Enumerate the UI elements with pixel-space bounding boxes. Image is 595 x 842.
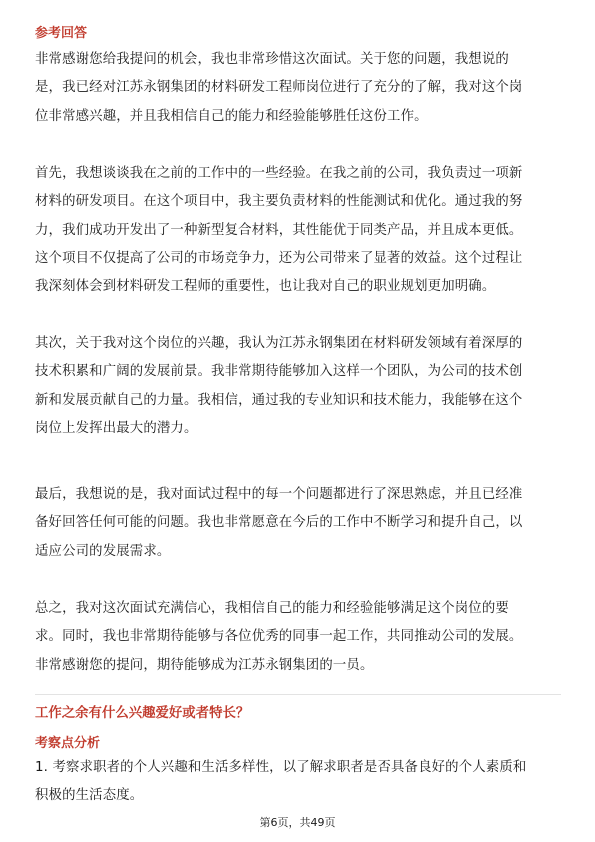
- paragraph-line: 非常感谢您给我提问的机会，我也非常珍惜这次面试。关于您的问题，我想说的: [35, 52, 509, 67]
- paragraph-line: 求。同时，我也非常期待能够与各位优秀的同事一起工作，共同推动公司的发展。: [35, 629, 523, 645]
- paragraph-line: 岗位上发挥出最大的潜力。: [35, 420, 198, 436]
- paragraph-line: 非常感谢您的提问，期待能够成为江苏永钢集团的一员。: [35, 657, 374, 673]
- paragraph-line: 是，我已经对江苏永钢集团的材料研发工程师岗位进行了充分的了解，我对这个岗: [35, 80, 523, 96]
- divider: [35, 694, 561, 695]
- paragraph-line: 积极的生活态度。: [35, 788, 144, 804]
- paragraph-line: 这个项目不仅提高了公司的市场竞争力，还为公司带来了显著的效益。这个过程让: [35, 250, 523, 266]
- paragraph-line: 我深刻体会到材料研发工程师的重要性，也让我对自己的职业规划更加明确。: [35, 279, 496, 295]
- paragraph-line: 技术积累和广阔的发展前景。我非常期待能够加入这样一个团队，为公司的技术创: [35, 364, 523, 380]
- paragraph-5: [35, 595, 563, 680]
- paragraph-line: 新和发展贡献自己的力量。我相信，通过我的专业知识和技术能力，我能够在这个: [35, 392, 523, 408]
- analysis-paragraph: [35, 754, 563, 811]
- paragraph-line: 备好回答任何可能的问题。我也非常愿意在今后的工作中不断学习和提升自己，以: [35, 515, 523, 531]
- paragraph-line: 力，我们成功开发出了一种新型复合材料，其性能优于同类产品，并且成本更低。: [35, 222, 523, 238]
- paragraph-line: 适应公司的发展需求。: [35, 543, 171, 559]
- paragraph-3: [35, 330, 563, 443]
- paragraph-4: [35, 481, 563, 566]
- paragraph-1: [35, 46, 563, 131]
- paragraph-line: 位非常感兴趣，并且我相信自己的能力和经验能够胜任这份工作。: [35, 108, 428, 124]
- paragraph-line: 首先，我想谈谈我在之前的工作中的一些经验。在我之前的公司，我负责过一项新: [35, 166, 523, 181]
- paragraph-2: [35, 160, 563, 301]
- paragraph-line: 最后，我想说的是，我对面试过程中的每一个问题都进行了深思熟虑，并且已经准: [35, 487, 523, 502]
- question-heading: 工作之余有什么兴趣爱好或者特长？: [35, 706, 250, 721]
- analysis-label: 考察点分析: [35, 736, 101, 751]
- paragraph-line: 总之，我对这次面试充满信心，我相信自己的能力和经验能够满足这个岗位的要: [35, 601, 509, 616]
- paragraph-line: 材料的研发项目。在这个项目中，我主要负责材料的性能测试和优化。通过我的努: [35, 194, 523, 210]
- page-number: 第6页，共49页: [259, 816, 336, 829]
- paragraph-line: 其次，关于我对这个岗位的兴趣，我认为江苏永钢集团在材料研发领域有着深厚的: [35, 336, 523, 351]
- answer-label: 参考回答: [35, 26, 88, 41]
- paragraph-line: 1. 考察求职者的个人兴趣和生活多样性，以了解求职者是否具备良好的个人素质和: [35, 760, 527, 775]
